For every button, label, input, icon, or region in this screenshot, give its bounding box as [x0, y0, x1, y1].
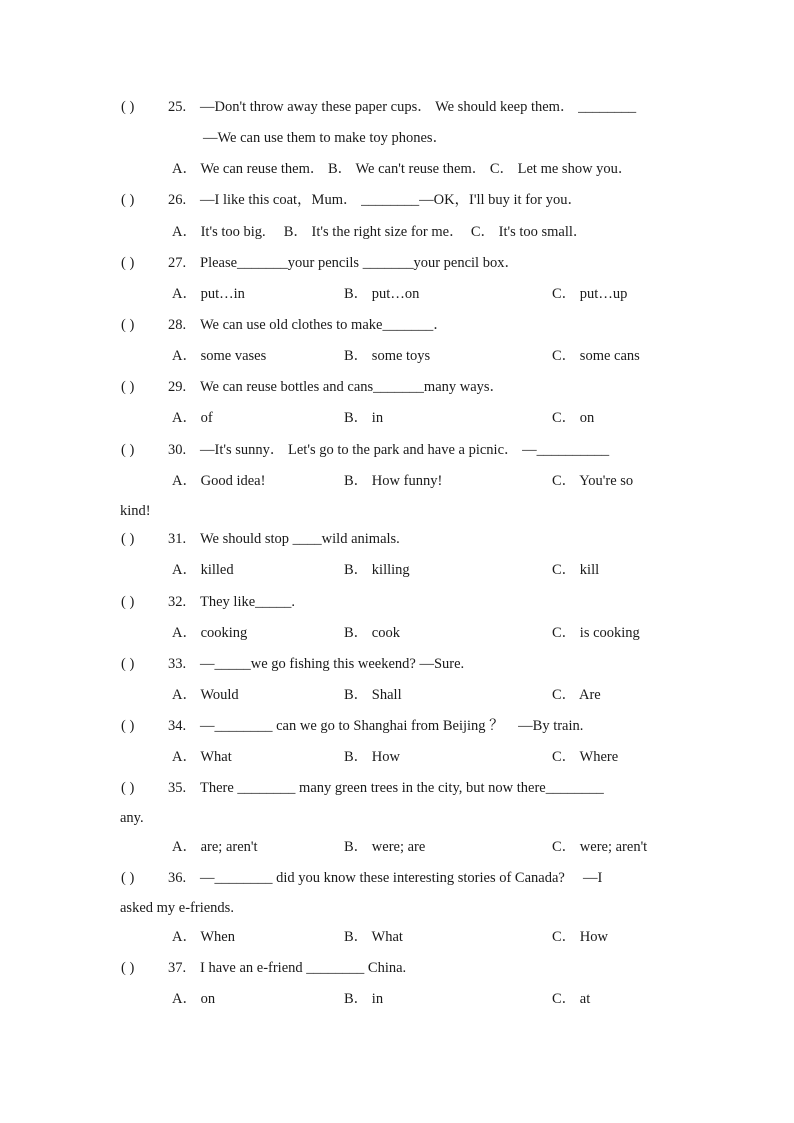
question-row [0, 716, 794, 736]
question-text: I have an e-friend ________ China. [200, 960, 407, 976]
answer-bracket[interactable]: ( ) [121, 99, 135, 115]
question-wrap-row [0, 808, 794, 828]
answer-bracket[interactable]: ( ) [121, 317, 135, 333]
answer-bracket[interactable]: ( ) [121, 531, 135, 547]
question-text: —________ can we go to Shanghai from Beijing ？ —By train. [200, 718, 584, 734]
options-row [0, 346, 794, 366]
question-row [0, 315, 794, 335]
question-text: We should stop ____wild animals. [200, 531, 400, 547]
option-c[interactable]: C． is cooking [552, 625, 640, 641]
question-number: 35. [168, 780, 187, 796]
options-row [0, 471, 794, 491]
question-text-wrap: any. [120, 810, 144, 826]
question-text-wrap: asked my e-friends. [120, 900, 234, 916]
option-c[interactable]: C． You're so [552, 473, 634, 489]
answer-bracket[interactable]: ( ) [121, 656, 135, 672]
question-text: They like_____. [200, 594, 296, 610]
answer-bracket[interactable]: ( ) [121, 718, 135, 734]
options-row [0, 747, 794, 767]
option-b[interactable]: B． in [344, 410, 384, 426]
answer-bracket[interactable]: ( ) [121, 594, 135, 610]
option-c[interactable]: C． Where [552, 749, 619, 765]
question-wrap-row [0, 898, 794, 918]
question-number: 28. [168, 317, 187, 333]
option-a[interactable]: A． Good idea! [172, 473, 266, 489]
options-row [0, 408, 794, 428]
question-text: —I like this coat，Mum． ________—OK，I'll buy it for you． [200, 192, 582, 208]
option-c[interactable]: C． some cans [552, 348, 640, 364]
option-c[interactable]: C． How [552, 929, 608, 945]
option-a[interactable]: A． When [172, 929, 235, 945]
option-c[interactable]: C． at [552, 991, 591, 1007]
answer-bracket[interactable]: ( ) [121, 192, 135, 208]
option-a[interactable]: A． put…in [172, 286, 245, 302]
question-number: 30. [168, 442, 187, 458]
option-a[interactable]: A． killed [172, 562, 234, 578]
question-number: 33. [168, 656, 187, 672]
options-row [0, 560, 794, 580]
option-c[interactable]: C． on [552, 410, 595, 426]
question-number: 32. [168, 594, 187, 610]
question-row [0, 440, 794, 460]
option-b[interactable]: B． were; are [344, 839, 426, 855]
options-inline[interactable]: A． It's too big. B． It's the right size for me． C． It's too small． [172, 224, 588, 240]
options-row [0, 222, 794, 242]
question-text: —_____we go fishing this weekend? —Sure. [200, 656, 465, 672]
option-a[interactable]: A． are; aren't [172, 839, 258, 855]
option-c[interactable]: C． Are [552, 687, 601, 703]
question-number: 27. [168, 255, 187, 271]
options-row [0, 837, 794, 857]
question-number: 37. [168, 960, 187, 976]
question-number: 26. [168, 192, 187, 208]
question-text: —Don't throw away these paper cups． We should keep them． ________ [200, 99, 637, 115]
question-row [0, 592, 794, 612]
question-continuation [0, 128, 794, 148]
answer-bracket[interactable]: ( ) [121, 960, 135, 976]
question-number: 31. [168, 531, 187, 547]
options-row [0, 685, 794, 705]
option-b[interactable]: B． How [344, 749, 400, 765]
question-row [0, 654, 794, 674]
option-b[interactable]: B． put…on [344, 286, 420, 302]
question-row [0, 778, 794, 798]
option-b[interactable]: B． How funny! [344, 473, 443, 489]
options-row [0, 159, 794, 179]
option-c[interactable]: C． put…up [552, 286, 628, 302]
question-row [0, 253, 794, 273]
question-row [0, 190, 794, 210]
answer-bracket[interactable]: ( ) [121, 870, 135, 886]
options-row [0, 989, 794, 1009]
question-text-cont: —We can use them to make toy phones． [203, 130, 448, 146]
options-inline[interactable]: A． We can reuse them． B． We can't reuse them． C． Let me show you． [172, 161, 633, 177]
option-c-wrap: kind! [120, 503, 151, 519]
options-row [0, 927, 794, 947]
option-c[interactable]: C． were; aren't [552, 839, 648, 855]
question-text: —It's sunny． Let's go to the park and have a picnic． —__________ [200, 442, 610, 458]
question-row [0, 377, 794, 397]
options-row [0, 623, 794, 643]
option-b[interactable]: B． What [344, 929, 403, 945]
answer-bracket[interactable]: ( ) [121, 379, 135, 395]
option-a[interactable]: A． Would [172, 687, 239, 703]
option-a[interactable]: A． on [172, 991, 216, 1007]
question-number: 25. [168, 99, 187, 115]
question-text: We can use old clothes to make_______． [200, 317, 448, 333]
option-a[interactable]: A． cooking [172, 625, 248, 641]
option-b[interactable]: B． in [344, 991, 384, 1007]
answer-bracket[interactable]: ( ) [121, 780, 135, 796]
question-row [0, 97, 794, 117]
question-row [0, 868, 794, 888]
question-text: There ________ many green trees in the city, but now there________ [200, 780, 604, 796]
option-b[interactable]: B． killing [344, 562, 410, 578]
options-row [0, 284, 794, 304]
option-c[interactable]: C． kill [552, 562, 600, 578]
question-number: 36. [168, 870, 187, 886]
option-a[interactable]: A． What [172, 749, 232, 765]
question-number: 29. [168, 379, 187, 395]
question-row [0, 958, 794, 978]
question-number: 34. [168, 718, 187, 734]
option-b[interactable]: B． Shall [344, 687, 402, 703]
answer-bracket[interactable]: ( ) [121, 442, 135, 458]
option-b[interactable]: B． some toys [344, 348, 431, 364]
option-wrap-row [0, 501, 794, 521]
question-row [0, 529, 794, 549]
question-text: —________ did you know these interesting stories of Canada? —I [200, 870, 603, 886]
option-a[interactable]: A． of [172, 410, 213, 426]
question-text: Please_______your pencils _______your pencil box． [200, 255, 519, 271]
option-a[interactable]: A． some vases [172, 348, 267, 364]
answer-bracket[interactable]: ( ) [121, 255, 135, 271]
option-b[interactable]: B． cook [344, 625, 400, 641]
question-text: We can reuse bottles and cans_______many ways． [200, 379, 505, 395]
